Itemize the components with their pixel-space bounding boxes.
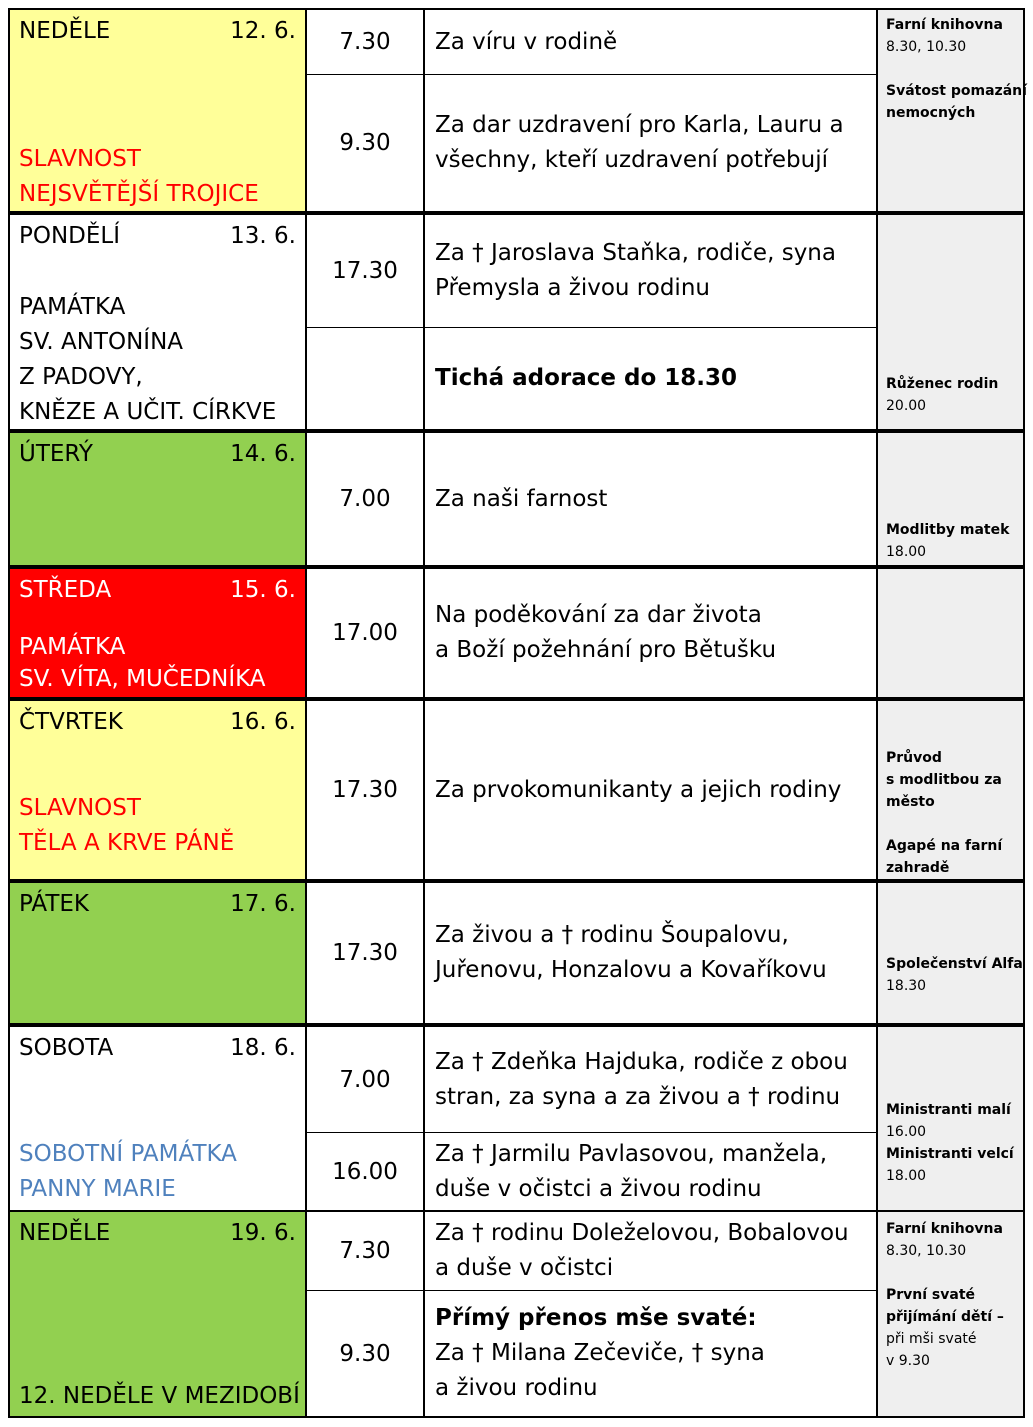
notes-column bbox=[878, 215, 1023, 429]
day-name: PONDĚLÍ bbox=[19, 223, 121, 249]
times-column bbox=[307, 433, 425, 565]
day-block-thursday-16 bbox=[8, 699, 1025, 881]
note-label: Průvod s modlitbou za město bbox=[886, 750, 1002, 810]
note-label: Modlitby matek bbox=[886, 522, 1010, 538]
feast-label: PAMÁTKA SV. ANTONÍNA Z PADOVY, KNĚZE A UČIT. CÍRKVE bbox=[19, 294, 277, 425]
intentions-column bbox=[425, 883, 878, 1023]
day-date: 13. 6. bbox=[230, 223, 296, 249]
mass-intention: Za † Jaroslava Staňka, rodiče, syna Přemysla a živou rodinu bbox=[435, 240, 836, 301]
day-date: 14. 6. bbox=[230, 441, 296, 467]
intentions-column bbox=[425, 10, 878, 211]
feast-label: 12. NEDĚLE V MEZIDOBÍ bbox=[19, 1383, 300, 1409]
mass-time: 17.00 bbox=[332, 620, 398, 646]
day-name: ÚTERÝ bbox=[19, 441, 93, 467]
note-time: 16.00 bbox=[886, 1124, 927, 1140]
notes-column bbox=[878, 1212, 1023, 1416]
day-cell bbox=[10, 10, 307, 211]
day-cell bbox=[10, 883, 307, 1023]
broadcast-heading: Přímý přenos mše svaté: bbox=[435, 1305, 757, 1331]
day-name: SOBOTA bbox=[19, 1035, 114, 1061]
notes-column bbox=[878, 701, 1023, 879]
note-label: Farní knihovna bbox=[886, 17, 1003, 33]
mass-intention: Za † rodinu Doleželovou, Bobalovou a duše v očistci bbox=[435, 1220, 849, 1281]
times-column bbox=[307, 10, 425, 211]
note-time: 18.00 bbox=[886, 544, 927, 560]
day-cell bbox=[10, 1212, 307, 1416]
notes-column bbox=[878, 1027, 1023, 1210]
mass-time: 9.30 bbox=[307, 74, 423, 211]
feast-label: SLAVNOST TĚLA A KRVE PÁNĚ bbox=[19, 795, 235, 856]
mass-intention: Za prvokomunikanty a jejich rodiny bbox=[435, 776, 842, 803]
mass-time: 7.00 bbox=[339, 486, 391, 512]
day-cell bbox=[10, 701, 307, 879]
times-column bbox=[307, 215, 425, 429]
note-label: Ministranti malí bbox=[886, 1102, 1011, 1118]
adoration-note: Tichá adorace do 18.30 bbox=[425, 327, 876, 429]
day-block-tuesday-14 bbox=[8, 431, 1025, 567]
day-cell bbox=[10, 569, 307, 697]
note-time: 8.30, 10.30 bbox=[886, 1243, 967, 1259]
times-column bbox=[307, 1212, 425, 1416]
times-column bbox=[307, 701, 425, 879]
mass-time: 9.30 bbox=[307, 1290, 423, 1416]
mass-time: 7.30 bbox=[339, 1238, 391, 1264]
day-block-monday-13 bbox=[8, 213, 1025, 431]
note-label: Ministranti velcí bbox=[886, 1146, 1014, 1162]
notes-column bbox=[878, 10, 1027, 211]
note-time: 8.30, 10.30 bbox=[886, 39, 967, 55]
day-date: 18. 6. bbox=[230, 1035, 296, 1061]
note-time: 18.00 bbox=[886, 1168, 927, 1184]
intention-text: Za † Milana Zečeviče, † syna a živou rodinu bbox=[435, 1340, 765, 1401]
day-block-saturday-18 bbox=[8, 1025, 1025, 1212]
feast-label: SLAVNOST NEJSVĚTĚJŠÍ TROJICE bbox=[19, 146, 259, 207]
note-label: Svátost pomazání nemocných bbox=[886, 83, 1027, 121]
notes-column bbox=[878, 883, 1023, 1023]
times-column bbox=[307, 569, 425, 697]
mass-time: 17.30 bbox=[332, 258, 398, 284]
day-name: NEDĚLE bbox=[19, 1220, 111, 1246]
day-cell bbox=[10, 433, 307, 565]
intentions-column bbox=[425, 569, 878, 697]
note-label: Farní knihovna bbox=[886, 1221, 1003, 1237]
mass-intention: Za naši farnost bbox=[435, 485, 608, 512]
day-name: STŘEDA bbox=[19, 577, 112, 603]
note-time: 20.00 bbox=[886, 398, 927, 414]
note-label: Agapé na farní zahradě bbox=[886, 838, 1003, 876]
day-date: 19. 6. bbox=[230, 1220, 296, 1246]
mass-intention: Za † Zdeňka Hajduka, rodiče z obou stran, za syna a za živou a † rodinu bbox=[435, 1048, 848, 1110]
mass-time: 16.00 bbox=[307, 1132, 423, 1210]
mass-intention: Za † Jarmilu Pavlasovou, manžela, duše v očistci a živou rodinu bbox=[425, 1132, 876, 1210]
note-time: při mši svaté v 9.30 bbox=[886, 1331, 977, 1369]
note-label: Společenství Alfa bbox=[886, 956, 1023, 972]
mass-intention: Za víru v rodině bbox=[435, 28, 618, 55]
notes-column bbox=[878, 569, 1023, 697]
mass-intention bbox=[425, 1290, 876, 1416]
day-name: ČTVRTEK bbox=[19, 709, 123, 735]
mass-intention: Za dar uzdravení pro Karla, Lauru a všechny, kteří uzdravení potřebují bbox=[425, 74, 876, 211]
mass-intention: Na poděkování za dar života a Boží požehnání pro Bětušku bbox=[435, 602, 777, 663]
mass-time: 7.00 bbox=[339, 1066, 391, 1093]
intentions-column bbox=[425, 1212, 878, 1416]
intentions-column bbox=[425, 215, 878, 429]
day-block-friday-17 bbox=[8, 881, 1025, 1025]
day-date: 16. 6. bbox=[230, 709, 296, 735]
mass-time bbox=[307, 327, 423, 429]
day-date: 12. 6. bbox=[230, 18, 296, 44]
mass-time: 17.30 bbox=[332, 940, 398, 966]
intentions-column bbox=[425, 1027, 878, 1210]
feast-label: PAMÁTKA SV. VÍTA, MUČEDNÍKA bbox=[19, 634, 266, 692]
intentions-column bbox=[425, 433, 878, 565]
feast-label: SOBOTNÍ PAMÁTKA PANNY MARIE bbox=[19, 1141, 237, 1202]
day-name: PÁTEK bbox=[19, 891, 90, 917]
times-column bbox=[307, 1027, 425, 1210]
mass-time: 7.30 bbox=[339, 29, 391, 55]
day-date: 17. 6. bbox=[230, 891, 296, 917]
mass-intention: Za živou a † rodinu Šoupalovu, Juřenovu, Honzalovu a Kovaříkovu bbox=[435, 922, 827, 983]
day-date: 15. 6. bbox=[230, 577, 296, 603]
day-block-wednesday-15 bbox=[8, 567, 1025, 699]
day-name: NEDĚLE bbox=[19, 18, 111, 44]
note-time: 18.30 bbox=[886, 978, 927, 994]
day-block-sunday-12 bbox=[8, 8, 1025, 213]
notes-column bbox=[878, 433, 1023, 565]
mass-time: 17.30 bbox=[332, 777, 398, 803]
day-cell bbox=[10, 215, 307, 429]
times-column bbox=[307, 883, 425, 1023]
intentions-column bbox=[425, 701, 878, 879]
day-cell bbox=[10, 1027, 307, 1210]
note-label: První svaté přijímání dětí – bbox=[886, 1287, 1004, 1325]
day-block-sunday-19 bbox=[8, 1210, 1025, 1418]
note-label: Růženec rodin bbox=[886, 376, 999, 392]
